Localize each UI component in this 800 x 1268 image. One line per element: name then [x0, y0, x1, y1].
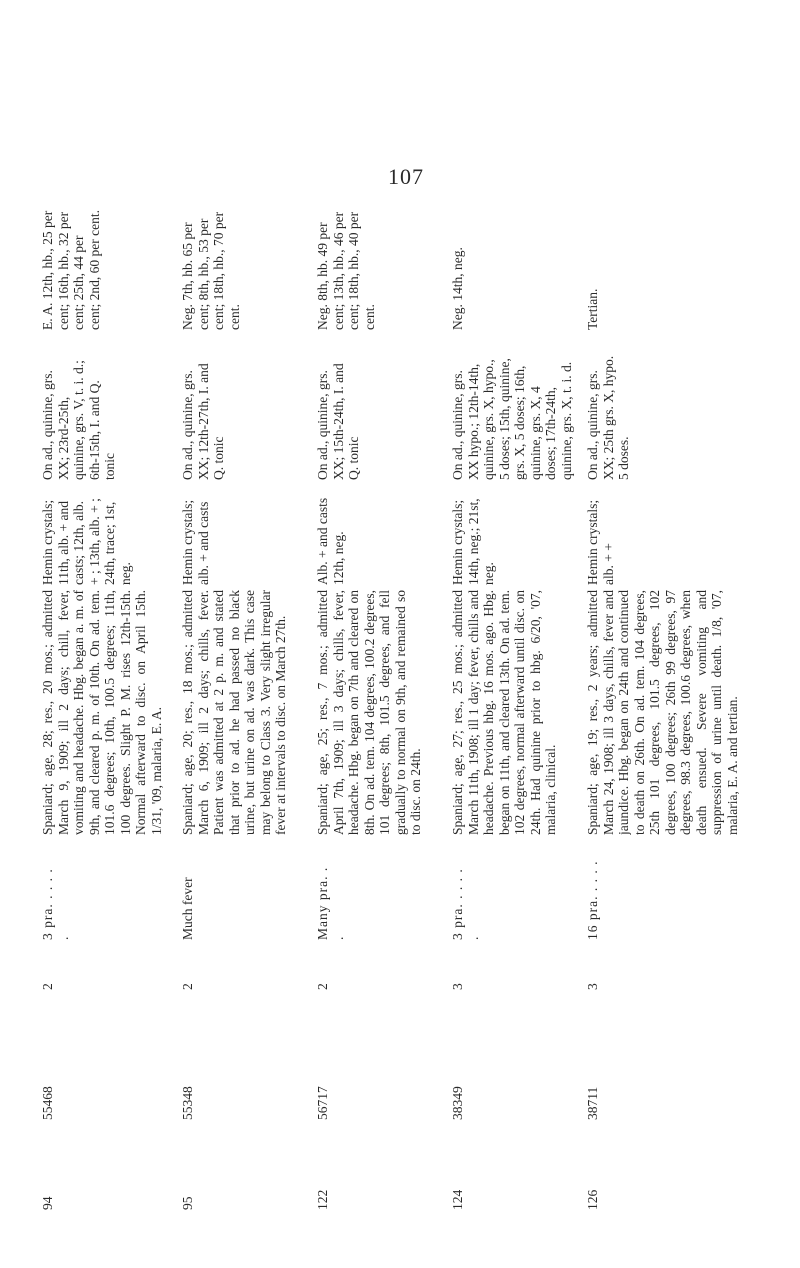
parasites: 3 pra. . . . . .: [450, 868, 481, 940]
urine: Hemin crystals; alb. + and casts: [180, 499, 211, 585]
case-number: 55348: [180, 1086, 195, 1120]
parasites: 16 pra. . . . .: [585, 860, 600, 940]
case-no: 124: [450, 1189, 465, 1210]
case-no: 94: [40, 1196, 55, 1210]
treatment: On ad., quinine, grs. XX; 25th grs. X, hypo. 5 doses.: [585, 355, 631, 480]
result: Neg. 8th, hb. 49 per cent; 13th, hb., 46 per cent; 18th, hb., 40 per cent.: [315, 211, 377, 330]
urine: Hemin crystals; alb. + +: [585, 499, 616, 585]
urine: Hemin crystals; 11th, alb. + and casts; 12th, alb. + ; 13th, alb. + ; 24th, trace; 1st, neg.: [40, 498, 133, 585]
parasites: Many pra. . .: [315, 866, 346, 940]
case-number: 56717: [315, 1086, 330, 1120]
result: Neg. 14th, neg.: [450, 247, 465, 330]
case-number: 38711: [585, 1086, 600, 1120]
history: Spaniard; age, 20; res., 18 mos.; admitted March 6, 1909; ill 2 days; chills, fever. Patient was admitted at 2 p. m. and stated that prior to ad. he had passed no black urine, but urine on ad. was dark. This case may belong to Class 3. Very slight irregular fever at intervals to disc. on March 27th.: [180, 590, 288, 835]
case-class: 2: [315, 983, 330, 990]
treatment: On ad., quinine, grs. XX; 23rd-25th, quinine, grs. V, t. i. d.; 6th-15th, I. and Q. tonic: [40, 360, 117, 480]
history: Spaniard; age, 27; res., 25 mos.; admitted March 11th, 1908; ill 1 day; fever, chills and headache. Previous hbg. 16 mos. ago. Hbg. began on 11th, and cleared 13th. On ad. tem. 102 degrees, normal afterward until disc. on 24th. Had quinine prior to hbg. 6/20, '07, malaria, clinical.: [450, 590, 558, 835]
case-class: 2: [180, 983, 195, 990]
urine: Alb. + and casts 12th, neg.: [315, 497, 346, 585]
case-no: 122: [315, 1189, 330, 1210]
case-number: 38349: [450, 1086, 465, 1120]
treatment: On ad., quinine, grs. XX hypo.; 12th-14th, quinine, grs. X, hypo., 5 doses; 15th, quinine, grs. X, 5 doses; 16th, quinine, grs. X, 4 doses; 17th-24th, quinine, grs. X, t. i. d.: [450, 358, 574, 480]
result: E. A. 12th, hb., 25 per cent; 16th, hb., 32 per cent; 25th, 44 per cent; 2nd, 60 per cent.: [40, 210, 102, 330]
treatment: On ad., quinine, grs. XX; 12th-27th, I. and Q. tonic: [180, 363, 226, 480]
parasites: 3 pra. . . . . .: [40, 868, 71, 940]
case-class: 3: [450, 983, 465, 990]
treatment: On ad., quinine, grs. XX; 15th-24th, I. and Q. tonic: [315, 363, 361, 480]
urine: Hemin crystals; 14th, neg.; 21st, neg.: [450, 498, 496, 585]
case-no: 95: [180, 1196, 195, 1210]
parasites: Much fever: [180, 877, 195, 940]
case-class: 2: [40, 983, 55, 990]
case-class: 3: [585, 983, 600, 990]
case-no: 126: [585, 1189, 600, 1210]
history: Spaniard; age, 19; res., 2 years; admitted March 24, 1908; ill 3 days, chills, fever and jaundice. Hbg. began on 24th and continued to death on 26th. On ad. tem. 104 degrees, 25th 101 degrees, 101.5 degrees, 102 degrees, 100 degrees; 26th 99 degrees, 97 degrees, 98.3 degrees, 100.6 degrees, when death ensued. Severe vomiting and suppression of urine until death. 1/8, '07, malaria, E. A. and tertian.: [585, 590, 740, 835]
result: Tertian.: [585, 288, 600, 330]
page-number: 107: [388, 164, 424, 189]
history: Spaniard; age, 28; res., 20 mos.; admitted March 9, 1909; ill 2 days; chill, fever, vomiting and headache. Hbg. began a. m. of 9th, and cleared p. m. of 10th. On ad. tem. 101.6 degrees; 10th, 100.5 degrees; 11th, 100 degrees. Slight P. M. rises 12th-15th. Normal afterward to disc. on April 15th. 1/31, '09, malaria, E. A.: [40, 590, 164, 835]
result: Neg. 7th, hb. 65 per cent; 8th, hb., 53 per cent; 18th, hb., 70 per cent.: [180, 211, 242, 330]
history: Spaniard; age, 25; res., 7 mos.; admitted April 7th, 1909; ill 3 days; chills, fever, headache. Hbg. began on 7th and cleared on 8th. On ad. tem. 104 degrees, 100.2 degrees, 101 degrees; 8th, 101.5 degrees, and fell gradually to normal on 9th, and remained so to disc. on 24th.: [315, 590, 423, 835]
case-number: 55468: [40, 1086, 55, 1120]
case-table: [40, 210, 760, 1210]
